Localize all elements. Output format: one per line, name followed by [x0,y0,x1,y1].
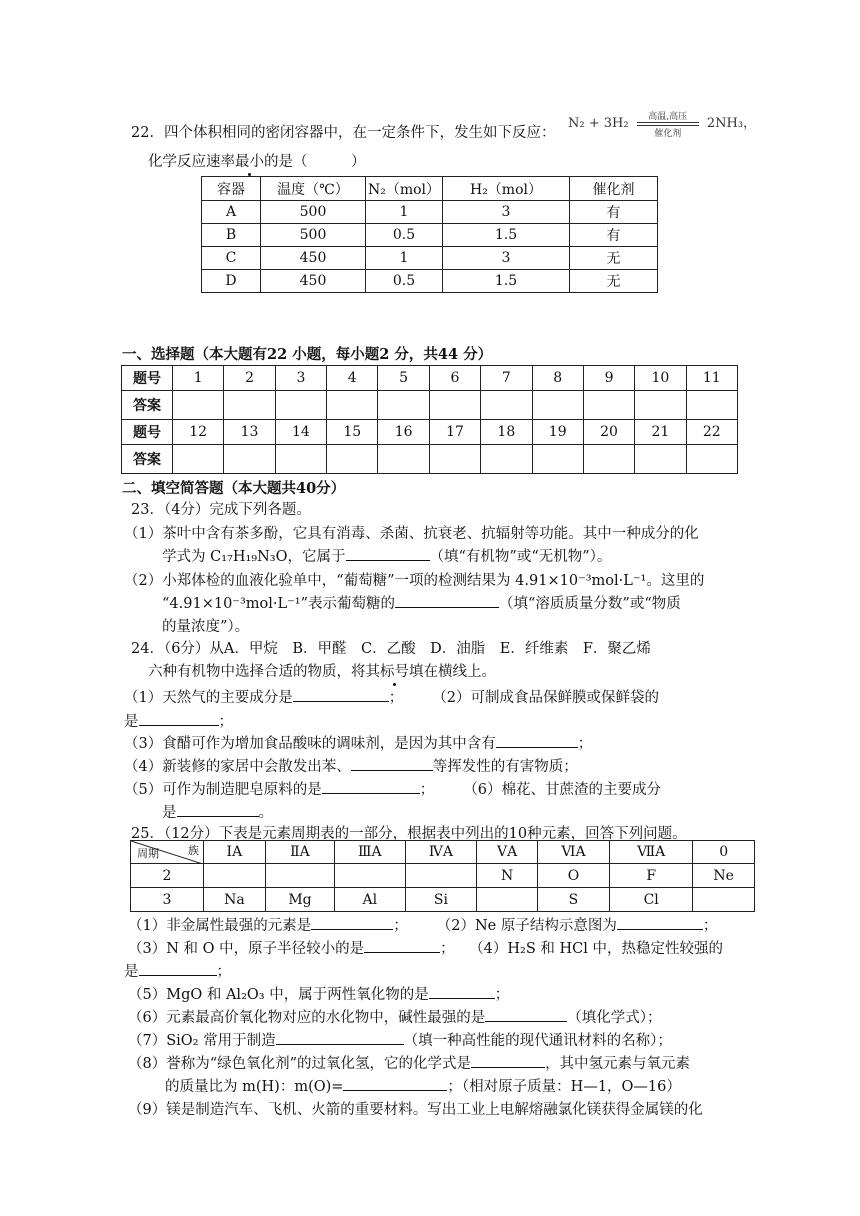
answer-blank[interactable] [139,961,217,976]
q25-line1: （1）非金属性最强的元素是 ； （2）Ne 原子结构示意图为 ； [128,914,717,935]
q23-p2c: 的量浓度”）。 [162,619,250,635]
answer-blank[interactable] [322,779,420,794]
answer-cell[interactable] [635,445,686,474]
corner-cell: 周期 族 [131,841,204,864]
table-row: A 500 1 3 有 [202,201,658,224]
col-header: H₂（mol） [443,177,570,201]
answer-blank[interactable] [351,756,433,771]
q23-p2b: “4.91×10⁻³mol·L⁻¹”表示葡萄糖的 （填“溶质质量分数”或“物质 [162,592,681,613]
answer-blank[interactable] [346,546,430,561]
q22-line1: 22．四个体积相同的密闭容器中，在一定条件下，发生如下反应： [131,125,556,141]
q25-line7: （8）誉称为“绿色氧化剂”的过氧化氢，它的化学式是 ，其中氢元素与氧元素 [128,1052,690,1073]
answer-blank[interactable] [485,1007,567,1022]
reaction-table [201,176,658,293]
q24-line3: （3）食醋可作为增加食品酸味的调味剂，是因为其中含有 ； [124,732,592,753]
q25-line3: 是 ； [124,960,231,981]
reaction-arrow: 高温,高压 催化剂 [637,122,699,126]
col-header: N₂（mol） [366,177,443,201]
answer-blank[interactable] [177,802,259,817]
answer-cell[interactable] [275,445,326,474]
q25-line2: （3）N 和 O 中，原子半径较小的是 ； （4）H₂S 和 HCl 中，热稳定性较强的 [128,937,723,958]
row-label: 题号 [122,366,173,391]
section1-title: 一、选择题（本大题有22 小题，每小题2 分，共44 分） [122,346,493,363]
table-row: 3 Na Mg Al Si S Cl [131,888,755,912]
col-header: 容器 [202,177,261,201]
q25-line8: 的质量比为 m(H)：m(O)= ；（相对原子质量：H—1，O—16） [165,1075,681,1096]
answer-cell[interactable] [686,445,737,474]
answer-cell[interactable] [686,391,737,420]
q23-head: 23．（4分）完成下列各题。 [131,502,311,518]
answer-blank[interactable] [343,1076,447,1091]
answer-cell[interactable] [583,445,634,474]
answer-cell[interactable] [583,391,634,420]
answer-blank[interactable] [429,984,495,999]
q25-head: 25．（12分）下表是元素周期表的一部分，根据表中列出的10种元素，回答下列问题。 [131,826,687,842]
answer-cell[interactable] [173,391,224,420]
q23-p1b: 学式为 C₁₇H₁₉N₃O，它属于 （填“有机物”或“无机物”）。 [162,545,611,566]
answer-cell[interactable] [635,391,686,420]
answer-cell[interactable] [327,391,378,420]
answer-blank[interactable] [617,915,703,930]
answer-cell[interactable] [429,445,480,474]
answer-cell[interactable] [173,445,224,474]
answer-blank[interactable] [293,687,389,702]
row-label: 答案 [122,445,173,474]
answer-cell[interactable] [532,391,583,420]
answer-cell[interactable] [275,391,326,420]
q25-line6: （7）SiO₂ 常用于制造 （填一种高性能的现代通讯材料的名称）； [128,1029,672,1050]
table-row: B 500 0.5 1.5 有 [202,224,658,247]
col-header: 催化剂 [570,177,658,201]
answer-blank[interactable] [276,1030,404,1045]
answer-cell[interactable] [481,391,532,420]
answer-blank[interactable] [311,915,393,930]
q24-line1: （1）天然气的主要成分是 ； （2）可制成食品保鲜膜或保鲜袋的 [124,686,659,707]
answer-cell[interactable] [532,445,583,474]
answer-blank[interactable] [395,593,499,608]
table-row: C 450 1 3 无 [202,247,658,270]
q22-line2: 化学反应速率最小的是（ ） [148,154,366,170]
row-label: 答案 [122,391,173,420]
answer-cell[interactable] [429,391,480,420]
col-header: 温度（℃） [261,177,366,201]
answer-blank[interactable] [364,938,440,953]
reaction-equation: N₂ + 3H₂ 高温,高压 催化剂 2NH₃， [568,111,757,139]
q24-line2: 是 ； [124,710,233,731]
answer-blank[interactable] [496,733,578,748]
q24-head: 24．（6分）从A．甲烷 B．甲醛 C．乙酸 D．油脂 E．纤维素 F．聚乙烯 [131,641,651,657]
q24-line6: 是 。 [162,801,273,822]
q24-sub: 六种有机物中选择合适的物质，将其标号填在横线上。 [148,664,496,680]
answer-cell[interactable] [224,391,275,420]
q25-line9: （9）镁是制造汽车、飞机、火箭的重要材料。写出工业上电解熔融氯化镁获得金属镁的化 [128,1102,703,1118]
answer-blank[interactable] [471,1053,545,1068]
answer-cell[interactable] [327,445,378,474]
periodic-table: 周期 族 ⅠA ⅡA ⅢA ⅣA ⅤA ⅥA ⅦA 0 2 N O F Ne 3 Na Mg Al Si S Cl [130,840,755,912]
answer-cell[interactable] [224,445,275,474]
q25-line4: （5）MgO 和 Al₂O₃ 中，属于两性氧化物的是 ； [128,983,509,1004]
row-label: 题号 [122,420,173,445]
q24-line5: （5）可作为制造肥皂原料的是 ； （6）棉花、甘蔗渣的主要成分 [124,778,661,799]
section2-title: 二、填空简答题（本大题共40分） [122,480,346,497]
q25-line5: （6）元素最高价氧化物对应的水化物中，碱性最强的是 （填化学式）； [128,1006,661,1027]
q24-line4: （4）新装修的家居中会散发出苯、 等挥发性的有害物质； [124,755,578,776]
q23-p2a: （2）小郑体检的血液化验单中，“葡萄糖”一项的检测结果为 4.91×10⁻³mol·L⁻¹。这里的 [124,573,705,589]
answer-cell[interactable] [378,391,429,420]
answer-cell[interactable] [378,445,429,474]
table-row: D 450 0.5 1.5 无 [202,270,658,293]
answer-grid: 题号 1 2 3 4 5 6 7 8 9 10 11 答案 题号 12 13 14 15 16 17 18 19 20 21 22 答案 [121,365,738,474]
q23-p1a: （1）茶叶中含有茶多酚，它具有消毒、杀菌、抗衰老、抗辐射等功能。其中一种成分的化 [124,526,699,542]
answer-blank[interactable] [139,711,219,726]
table-row: 2 N O F Ne [131,864,755,888]
answer-cell[interactable] [481,445,532,474]
